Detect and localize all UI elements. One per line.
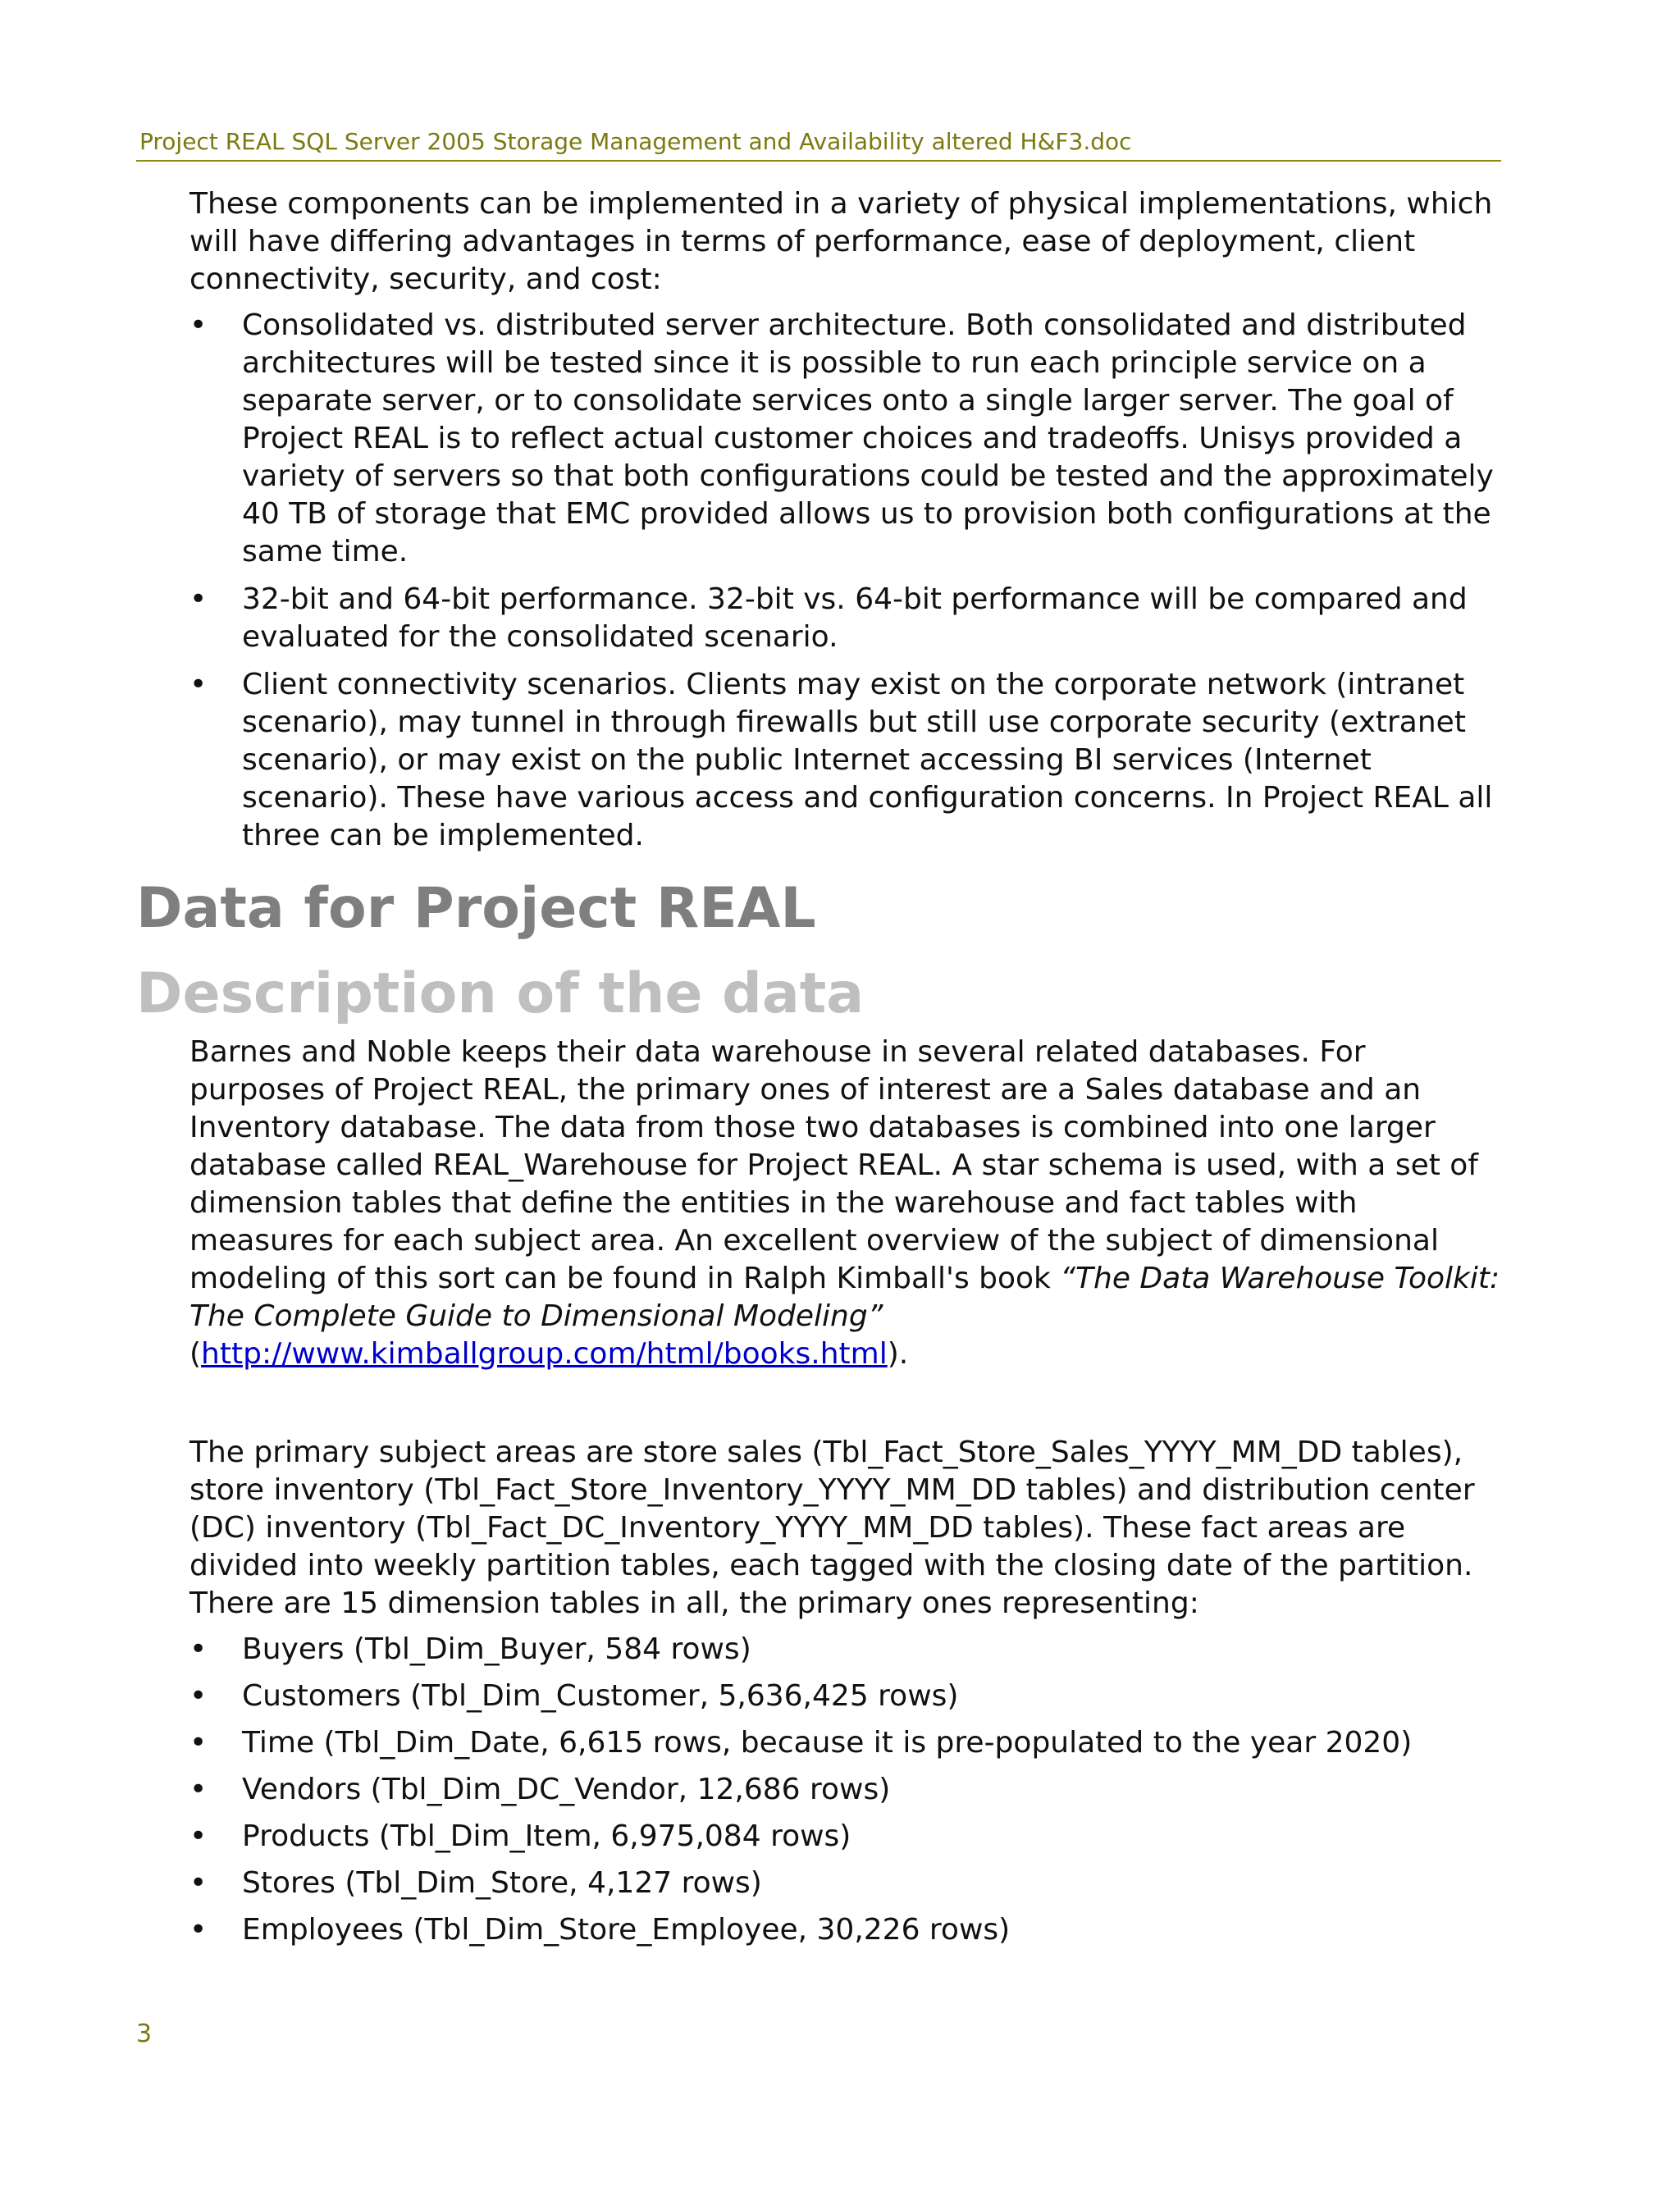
dimensions-list bbox=[189, 1631, 1502, 1949]
description-body: Barnes and Noble keeps their data warehouse in several related databases. For purposes of Project REAL, the primary ones of interest are a Sales database and an Inventory database. The data from those two databases is combined into one larger database called REAL_Warehouse for Project REAL. A star schema is used, with a set of dimension tables that define the entities in the warehouse and fact tables with measures for each subject area. An excellent overview of the subject of dimensional modeling of this sort can be found in Ralph Kimball's book bbox=[189, 1035, 1478, 1295]
book-title: “The Data Warehouse Toolkit: The Complete Guide to Dimensional Modeling” bbox=[189, 1262, 1500, 1333]
subject-areas-paragraph bbox=[189, 1434, 1502, 1623]
intro-paragraph bbox=[189, 185, 1502, 299]
page-header bbox=[136, 126, 1501, 162]
bullet-icon: • bbox=[189, 1773, 208, 1806]
list-item-text: Stores (Tbl_Dim_Store, 4,127 rows) bbox=[242, 1866, 762, 1900]
list-item bbox=[189, 1724, 1502, 1762]
list-item-text: Time (Tbl_Dim_Date, 6,615 rows, because it is pre-populated to the year 2020) bbox=[242, 1726, 1413, 1760]
section-heading: Data for Project REAL bbox=[136, 876, 816, 941]
list-item bbox=[189, 666, 1502, 855]
bullet-icon: • bbox=[189, 1726, 208, 1760]
list-item-text: Employees (Tbl_Dim_Store_Employee, 30,226 rows) bbox=[242, 1913, 1011, 1947]
subject-areas-text: The primary subject areas are store sales (Tbl_Fact_Store_Sales_YYYY_MM_DD tables), store inventory (Tbl_Fact_Store_Inventory_YYYY_MM_DD tables) and distribution center (DC) inventory (Tbl_Fact_DC_Inventory_YYYY_MM_DD tables). These fact areas are divided into weekly partition tables, each tagged with the closing date of the partition. There are 15 dimension tables in all, the primary ones representing: bbox=[189, 1436, 1475, 1620]
bullet-icon: • bbox=[189, 668, 208, 701]
list-item-text: Customers (Tbl_Dim_Customer, 5,636,425 rows) bbox=[242, 1679, 959, 1713]
description-text bbox=[189, 1034, 1502, 1373]
list-item bbox=[189, 581, 1502, 656]
list-item-text: Vendors (Tbl_Dim_DC_Vendor, 12,686 rows) bbox=[242, 1773, 891, 1806]
list-item bbox=[189, 1631, 1502, 1669]
bullet-icon: • bbox=[189, 1679, 208, 1713]
list-item-text: Client connectivity scenarios. Clients may exist on the corporate network (intranet scenario), may tunnel in through firewalls but still use corporate security (extranet scenario), or may exist on the public Internet accessing BI services (Internet scenario). These have various access and configuration concerns. In Project REAL all three can be implemented. bbox=[242, 668, 1493, 852]
list-item bbox=[189, 307, 1502, 571]
list-item-text: Products (Tbl_Dim_Item, 6,975,084 rows) bbox=[242, 1819, 851, 1853]
list-item bbox=[189, 1818, 1502, 1856]
subsection-heading: Description of the data bbox=[136, 961, 865, 1026]
list-item-text: 32-bit and 64-bit performance. 32-bit vs. 64-bit performance will be compared and evaluated for the consolidated scenario. bbox=[242, 582, 1468, 654]
bullet-icon: • bbox=[189, 1913, 208, 1947]
intro-text: These components can be implemented in a variety of physical implementations, which will have differing advantages in terms of performance, ease of deployment, client connectivity, security, and cost: bbox=[189, 187, 1493, 296]
bullet-icon: • bbox=[189, 308, 208, 342]
close-paren: ). bbox=[887, 1337, 909, 1371]
open-paren: ( bbox=[189, 1337, 202, 1371]
page-number: 3 bbox=[136, 2020, 153, 2048]
kimball-books-link[interactable]: http://www.kimballgroup.com/html/books.html bbox=[201, 1337, 888, 1371]
list-item bbox=[189, 1911, 1502, 1949]
document-title: Project REAL SQL Server 2005 Storage Management and Availability altered H&F3.doc bbox=[139, 128, 1132, 155]
list-item-text: Buyers (Tbl_Dim_Buyer, 584 rows) bbox=[242, 1632, 751, 1666]
list-item-text: Consolidated vs. distributed server architecture. Both consolidated and distributed architectures will be tested since it is possible to run each principle service on a separate server, or to consolidate services onto a single larger server. The goal of Project REAL is to reflect actual customer choices and tradeoffs. Unisys provided a variety of servers so that both configurations could be tested and the approximately 40 TB of storage that EMC provided allows us to provision both configurations at the same time. bbox=[242, 308, 1494, 568]
description-paragraph bbox=[189, 1034, 1502, 1373]
list-item bbox=[189, 1771, 1502, 1809]
bullet-icon: • bbox=[189, 582, 208, 616]
list-item bbox=[189, 1678, 1502, 1715]
list-item bbox=[189, 1865, 1502, 1902]
bullet-icon: • bbox=[189, 1866, 208, 1900]
bullet-icon: • bbox=[189, 1819, 208, 1853]
bullet-icon: • bbox=[189, 1632, 208, 1666]
components-list bbox=[189, 307, 1502, 855]
